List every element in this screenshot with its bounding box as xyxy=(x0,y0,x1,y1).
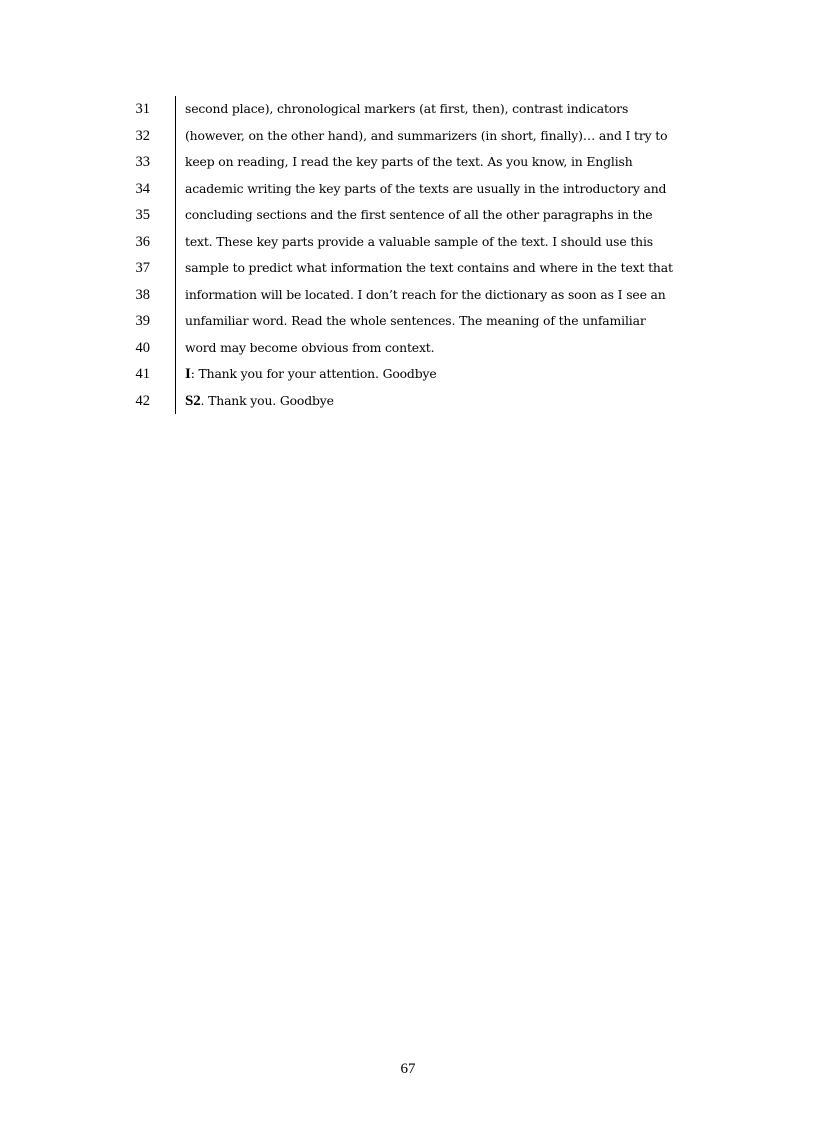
line-text: keep on reading, I read the key parts of the text. As you know, in English xyxy=(185,154,633,169)
line-margin-rule xyxy=(175,123,176,150)
line-text: information will be located. I don’t reach for the dictionary as soon as I see an xyxy=(185,286,666,302)
line-text: concluding sections and the first sentence of all the other paragraphs in the xyxy=(185,207,653,222)
line-margin-rule xyxy=(175,335,176,362)
line-margin-rule xyxy=(175,255,176,282)
speaker-label: I xyxy=(185,366,191,382)
line-number: 35 xyxy=(135,207,150,223)
transcript xyxy=(100,96,740,414)
line-number: 33 xyxy=(135,154,150,170)
transcript-line xyxy=(100,282,740,309)
utterance-text: . Thank you. Goodbye xyxy=(200,392,334,408)
line-margin-rule xyxy=(175,282,176,309)
line-margin-rule xyxy=(175,149,176,176)
line-text: sample to predict what information the text contains and where in the text that xyxy=(185,260,673,275)
utterance-text: : Thank you for your attention. Goodbye xyxy=(190,366,437,381)
line-text: word may become obvious from context. xyxy=(185,339,435,355)
line-number: 37 xyxy=(135,260,150,276)
transcript-line xyxy=(100,202,740,229)
transcript-line xyxy=(100,229,740,256)
line-text: second place), chronological markers (at first, then), contrast indicators xyxy=(185,101,629,116)
line-margin-rule xyxy=(175,96,176,123)
transcript-line xyxy=(100,388,740,415)
line-number: 32 xyxy=(135,127,150,144)
line-margin-rule xyxy=(175,361,176,388)
transcript-line xyxy=(100,149,740,176)
transcript-line xyxy=(100,123,740,150)
line-margin-rule xyxy=(175,202,176,229)
transcript-line xyxy=(100,255,740,282)
transcript-line xyxy=(100,308,740,335)
line-text: (however, on the other hand), and summarizers (in short, finally)… and I try to xyxy=(185,127,668,143)
line-margin-rule xyxy=(175,176,176,203)
line-margin-rule xyxy=(175,388,176,415)
line-number: 41 xyxy=(135,366,150,382)
line-margin-rule xyxy=(175,308,176,335)
transcript-line xyxy=(100,176,740,203)
page-number: 67 xyxy=(400,1061,416,1077)
line-number: 40 xyxy=(135,339,150,356)
line-text: unfamiliar word. Read the whole sentences. The meaning of the unfamiliar xyxy=(185,313,646,328)
line-number: 38 xyxy=(135,286,150,303)
speaker-line-text xyxy=(185,392,334,410)
speaker-line-text xyxy=(185,365,437,383)
line-number: 39 xyxy=(135,313,150,329)
line-number: 31 xyxy=(135,101,150,117)
line-margin-rule xyxy=(175,229,176,256)
line-number: 36 xyxy=(135,233,150,250)
line-number: 42 xyxy=(135,392,150,409)
transcript-line xyxy=(100,361,740,388)
line-number: 34 xyxy=(135,180,150,197)
speaker-label: S2 xyxy=(185,392,201,409)
transcript-line xyxy=(100,96,740,123)
line-text: text. These key parts provide a valuable sample of the text. I should use this xyxy=(185,233,654,249)
line-text: academic writing the key parts of the texts are usually in the introductory and xyxy=(185,180,667,196)
transcript-line xyxy=(100,335,740,362)
